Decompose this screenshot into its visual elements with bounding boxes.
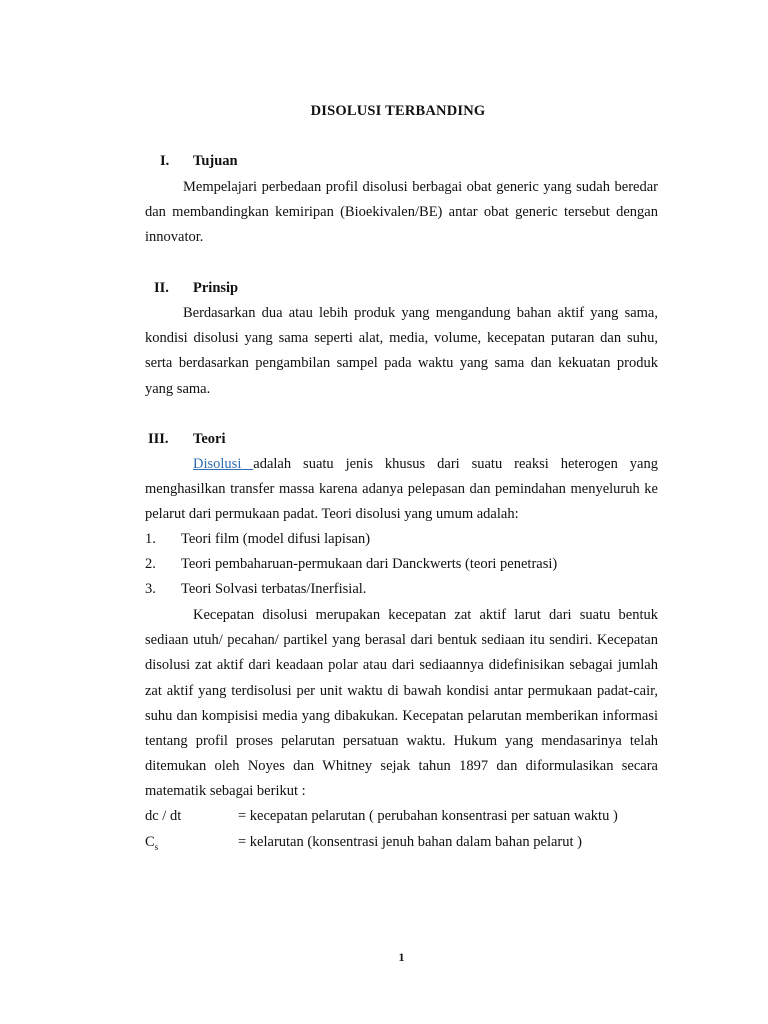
list-item-number: 2. xyxy=(145,556,156,573)
disolusi-link[interactable]: Disolusi xyxy=(193,456,254,472)
definition-description: = kecepatan pelarutan ( perubahan konsentrasi per satuan waktu ) xyxy=(238,808,618,824)
section-number: I. xyxy=(160,153,170,169)
teori-intro-text: adalah suatu jenis khusus dari suatu reaksi heterogen yang menghasilkan transfer massa karena adanya pelepasan dan pemindahan menyeluruh ke pelarut dari permukaan padat. Teori disolusi yang umum adalah: xyxy=(145,456,658,523)
prinsip-paragraph: Berdasarkan dua atau lebih produk yang mengandung bahan aktif yang sama, kondisi disolusi yang sama seperti alat, media, volume, kecepatan putaran dan suhu, serta berdasarkan pengambilan sampel pada waktu yang sama dan kekuatan produk yang sama. xyxy=(145,305,658,397)
teori-list xyxy=(145,527,658,603)
section-title: Prinsip xyxy=(193,280,239,296)
tujuan-paragraph: Mempelajari perbedaan profil disolusi berbagai obat generic yang sudah beredar dan membandingkan kemiripan (Bioekivalen/BE) antar obat generic tersebut dengan innovator. xyxy=(145,179,658,246)
definition-term: dc / dt xyxy=(145,808,182,824)
definition-description: = kelarutan (konsentrasi jenuh bahan dalam bahan pelarut ) xyxy=(238,834,582,850)
teori-paragraph-2: Kecepatan disolusi merupakan kecepatan zat aktif larut dari suatu bentuk sediaan utuh/ pecahan/ partikel yang berasal dari bentuk sediaan itu sendiri. Kecepatan disolusi zat aktif dari keadaan polar atau dari sediaannya didefinisikan sebagai jumlah zat aktif yang terdisolusi per unit waktu di bawah kondisi antar permukaan padat-cair, suhu dan kompisisi media yang dibakukan. Kecepatan pelarutan memberikan informasi tentang profil proses pelarutan persatuan waktu. Hukum yang mendasarinya telah ditemukan oleh Noyes dan Whitney sejak tahun 1897 dan diformulasikan secara matematik sebagai berikut : xyxy=(145,607,658,800)
list-item-number: 3. xyxy=(145,581,156,598)
section-title: Tujuan xyxy=(193,153,238,169)
section-title: Teori xyxy=(193,431,226,447)
list-item-text: Teori film (model difusi lapisan) xyxy=(181,531,371,547)
page-number: 1 xyxy=(398,950,405,964)
list-item-text: Teori pembaharuan-permukaan dari Danckwerts (teori penetrasi) xyxy=(181,556,558,573)
definition-term xyxy=(145,830,158,860)
list-item xyxy=(145,527,658,552)
list-item-text: Teori Solvasi terbatas/Inerfisial. xyxy=(181,581,367,598)
document-title: DISOLUSI TERBANDING xyxy=(310,103,486,119)
list-item xyxy=(145,552,658,577)
section-number: II. xyxy=(154,280,169,296)
definition-term-main: C xyxy=(145,834,155,850)
list-item-number: 1. xyxy=(145,531,156,547)
section-number: III. xyxy=(148,431,169,447)
teori-intro-paragraph xyxy=(145,452,658,528)
list-item xyxy=(145,577,658,602)
definition-term-subscript: s xyxy=(154,841,159,852)
